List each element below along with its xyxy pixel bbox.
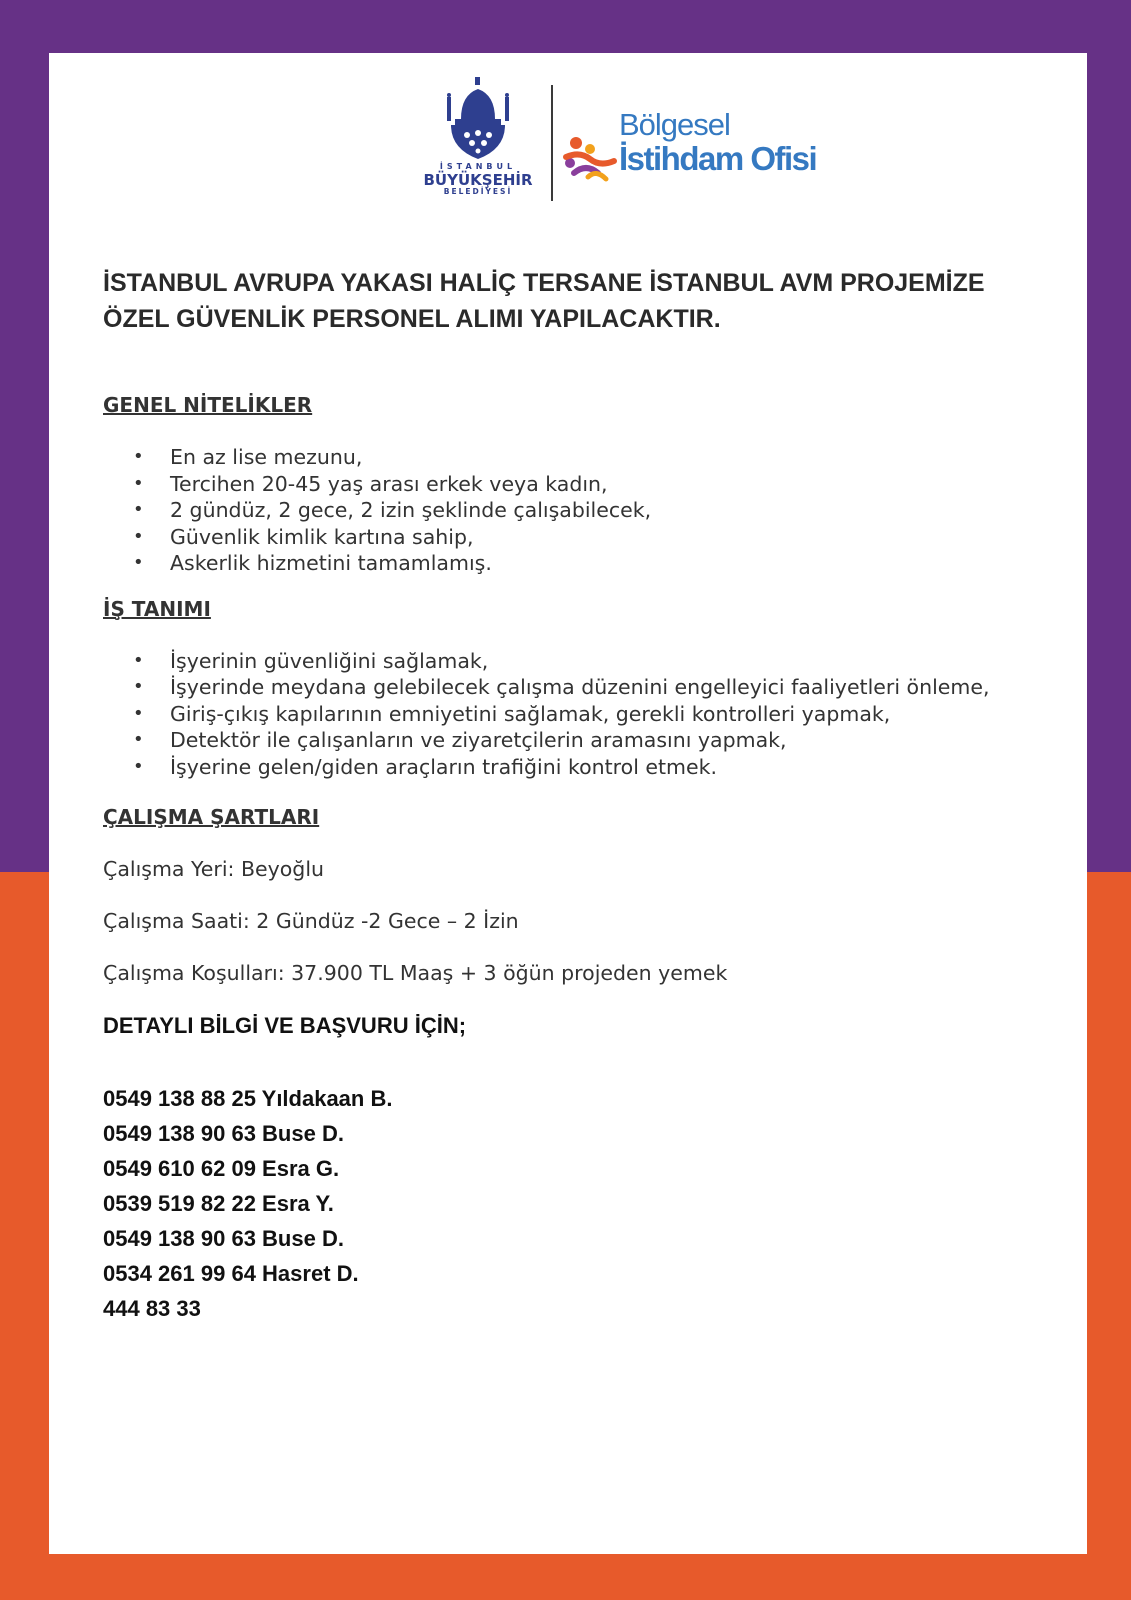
ibb-line-2: BÜYÜKŞEHİR (423, 170, 533, 189)
job-description-list (103, 648, 1033, 781)
job-description-title: İŞ TANIMI (103, 596, 211, 621)
work-location: Çalışma Yeri: Beyoğlu (103, 857, 325, 881)
bio-line-2: İstihdam Ofisi (619, 139, 817, 177)
contact-line: 0549 138 90 63 Buse D. (103, 1226, 344, 1251)
bio-wordmark (619, 109, 816, 176)
logo-header (415, 75, 835, 225)
list-item: • İşyerinde meydana gelebilecek çalışma düzenini engelleyici faaliyetleri önleme, (103, 674, 1033, 701)
work-terms: Çalışma Koşulları: 37.900 TL Maaş + 3 öğün projeden yemek (103, 961, 728, 985)
list-item: • İşyerine gelen/giden araçların trafiğini kontrol etmek. (103, 754, 1033, 781)
bio-line-1: Bölgesel (619, 107, 730, 142)
headline-line-1: İSTANBUL AVRUPA YAKASI HALİÇ TERSANE İSTANBUL AVM PROJEMİZE (103, 269, 985, 297)
list-item: • Tercihen 20-45 yaş arası erkek veya kadın, (103, 471, 1033, 498)
work-hours: Çalışma Saati: 2 Gündüz -2 Gece – 2 İzin (103, 909, 519, 933)
contact-list (103, 1081, 1033, 1326)
list-item: • Giriş-çıkış kapılarının emniyetini sağlamak, gerekli kontrolleri yapmak, (103, 701, 1033, 728)
bio-people-icon (560, 133, 618, 189)
contact-line: 0534 261 99 64 Hasret D. (103, 1261, 359, 1286)
list-item: • En az lise mezunu, (103, 444, 1033, 471)
contact-line: 0549 610 62 09 Esra G. (103, 1156, 340, 1181)
list-item: • Askerlik hizmetini tamamlamış. (103, 550, 1033, 577)
ibb-line-1: İSTANBUL (439, 162, 517, 171)
contact-title: DETAYLI BİLGİ VE BAŞVURU İÇİN; (103, 1013, 467, 1038)
ibb-emblem-icon (425, 75, 531, 163)
contact-line: 0549 138 88 25 Yıldakaan B. (103, 1086, 393, 1111)
list-item: • Güvenlik kimlik kartına sahip, (103, 524, 1033, 551)
list-item: • 2 gündüz, 2 gece, 2 izin şeklinde çalışabilecek, (103, 497, 1033, 524)
headline (103, 265, 1033, 337)
list-item: • Detektör ile çalışanların ve ziyaretçilerin aramasını yapmak, (103, 727, 1033, 754)
headline-line-2: ÖZEL GÜVENLİK PERSONEL ALIMI YAPILACAKTIR. (103, 305, 721, 333)
contact-line: 0549 138 90 63 Buse D. (103, 1121, 344, 1146)
logo-divider (551, 85, 553, 201)
list-item: • İşyerinin güvenliğini sağlamak, (103, 648, 1033, 675)
working-conditions-title: ÇALIŞMA ŞARTLARI (103, 805, 320, 829)
qualifications-title: GENEL NİTELİKLER (103, 393, 313, 417)
ibb-wordmark (415, 163, 541, 197)
contact-line: 444 83 33 (103, 1296, 201, 1321)
flyer-content (103, 265, 1033, 1326)
flyer-sheet (49, 53, 1087, 1554)
contact-line: 0539 519 82 22 Esra Y. (103, 1191, 334, 1216)
qualifications-list (103, 444, 1033, 577)
ibb-line-3: BELEDİYESİ (443, 187, 513, 197)
